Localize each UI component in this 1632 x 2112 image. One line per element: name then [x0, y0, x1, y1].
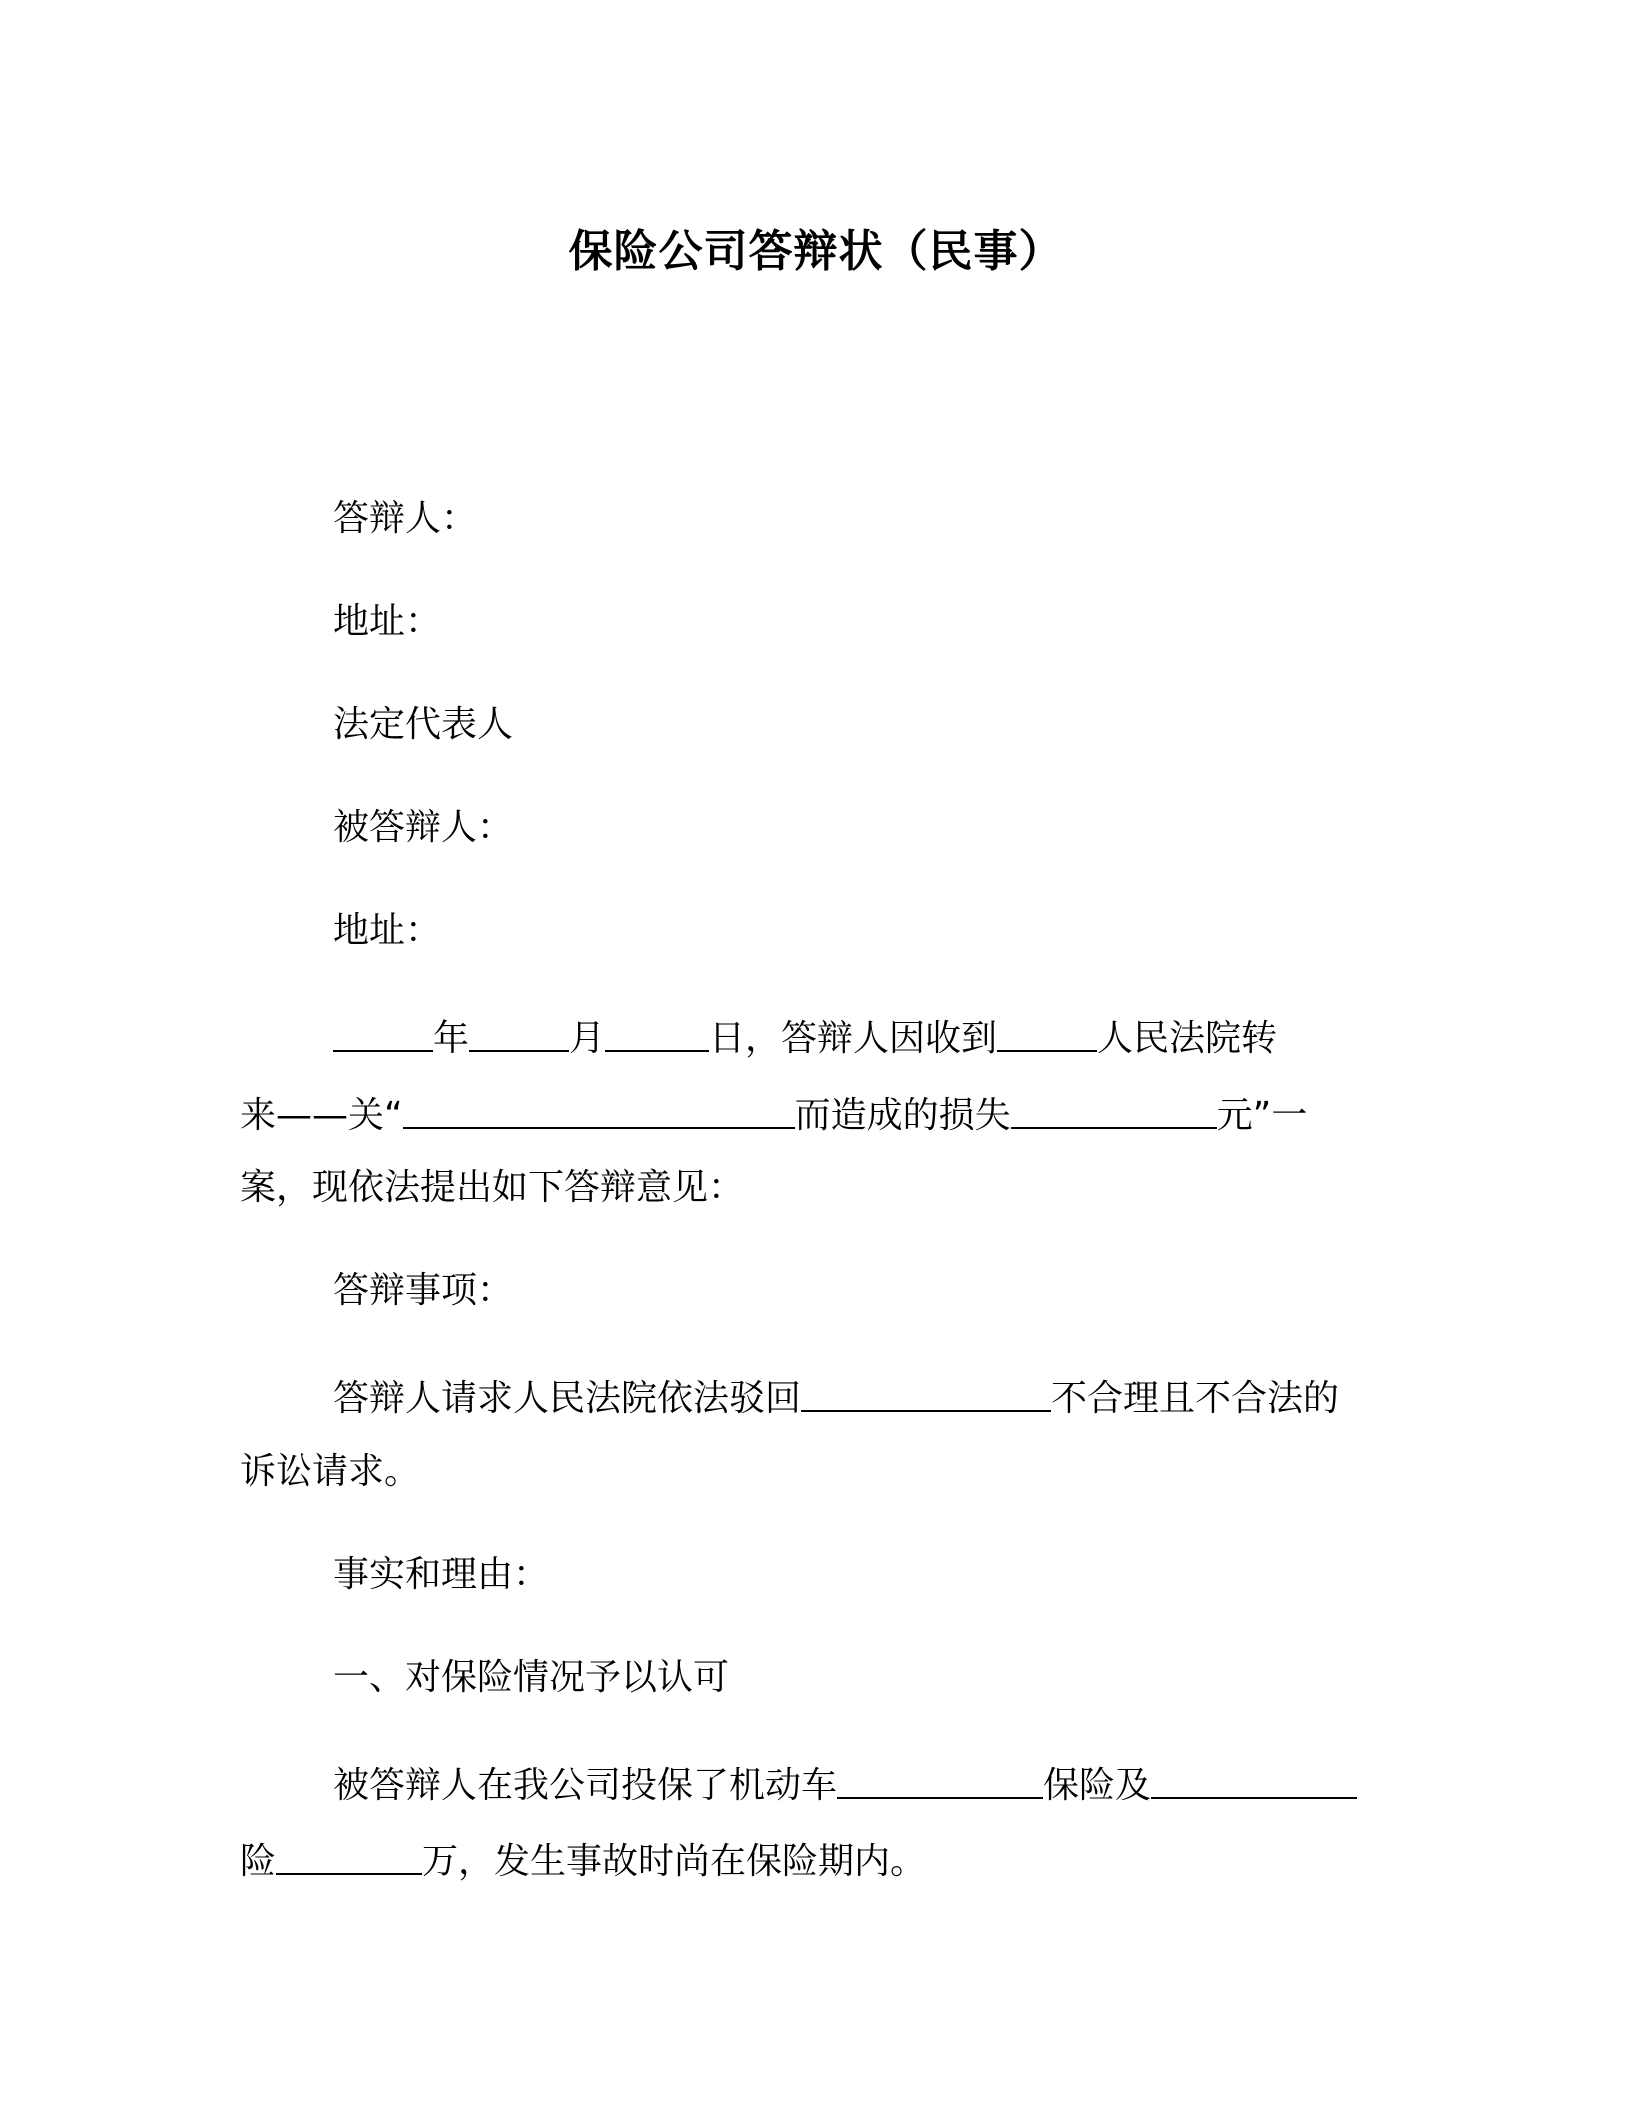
matters-heading: 答辩事项：	[333, 1270, 514, 1311]
respondent-address-label: 地址：	[333, 601, 442, 642]
text-insured: 被答辩人在我公司投保了机动车	[333, 1765, 838, 1806]
blank-month[interactable]	[469, 1012, 569, 1052]
appellee-address-label: 地址：	[333, 910, 442, 951]
text-coverage-period: 万，发生事故时尚在保险期内。	[422, 1841, 927, 1882]
paragraph-1-line-3: 案，现依法提出如下答辩意见：	[240, 1167, 745, 1208]
paragraph-2-line-1	[333, 1370, 1339, 1424]
blank-claim[interactable]	[801, 1372, 1051, 1412]
text-case-prefix: 来——关“	[240, 1095, 403, 1136]
paragraph-3-line-2	[240, 1833, 926, 1887]
text-yuan: 元”一	[1216, 1095, 1308, 1136]
section-1-heading: 一、对保险情况予以认可	[333, 1657, 730, 1698]
blank-year[interactable]	[333, 1012, 433, 1052]
text-insurance-and: 保险及	[1043, 1765, 1152, 1806]
text-court: 人民法院转	[1097, 1018, 1278, 1059]
paragraph-2-line-2: 诉讼请求。	[240, 1451, 421, 1492]
text-loss: 而造成的损失	[794, 1095, 1011, 1136]
paragraph-1-line-2	[240, 1087, 1307, 1141]
text-day: 日，答辩人因收到	[709, 1018, 998, 1059]
text-month: 月	[569, 1018, 606, 1059]
text-unreasonable: 不合理且不合法的	[1051, 1378, 1340, 1419]
text-year: 年	[433, 1018, 470, 1059]
blank-coverage-amount[interactable]	[276, 1835, 422, 1875]
text-xian: 险	[240, 1841, 277, 1882]
blank-case-cause[interactable]	[403, 1089, 795, 1129]
blank-insurance-type[interactable]	[837, 1759, 1043, 1799]
facts-heading: 事实和理由：	[333, 1554, 550, 1595]
appellee-label: 被答辩人：	[333, 807, 514, 848]
respondent-label: 答辩人：	[333, 498, 478, 539]
document-title: 保险公司答辩状（民事）	[568, 226, 1064, 277]
blank-second-insurance[interactable]	[1151, 1759, 1357, 1799]
blank-loss-amount[interactable]	[1011, 1089, 1217, 1129]
legal-representative-label: 法定代表人	[333, 704, 514, 745]
blank-day[interactable]	[605, 1012, 709, 1052]
text-request: 答辩人请求人民法院依法驳回	[333, 1378, 802, 1419]
blank-court[interactable]	[997, 1012, 1097, 1052]
paragraph-3-line-1	[333, 1757, 1357, 1811]
paragraph-1-line-1	[333, 1010, 1277, 1064]
